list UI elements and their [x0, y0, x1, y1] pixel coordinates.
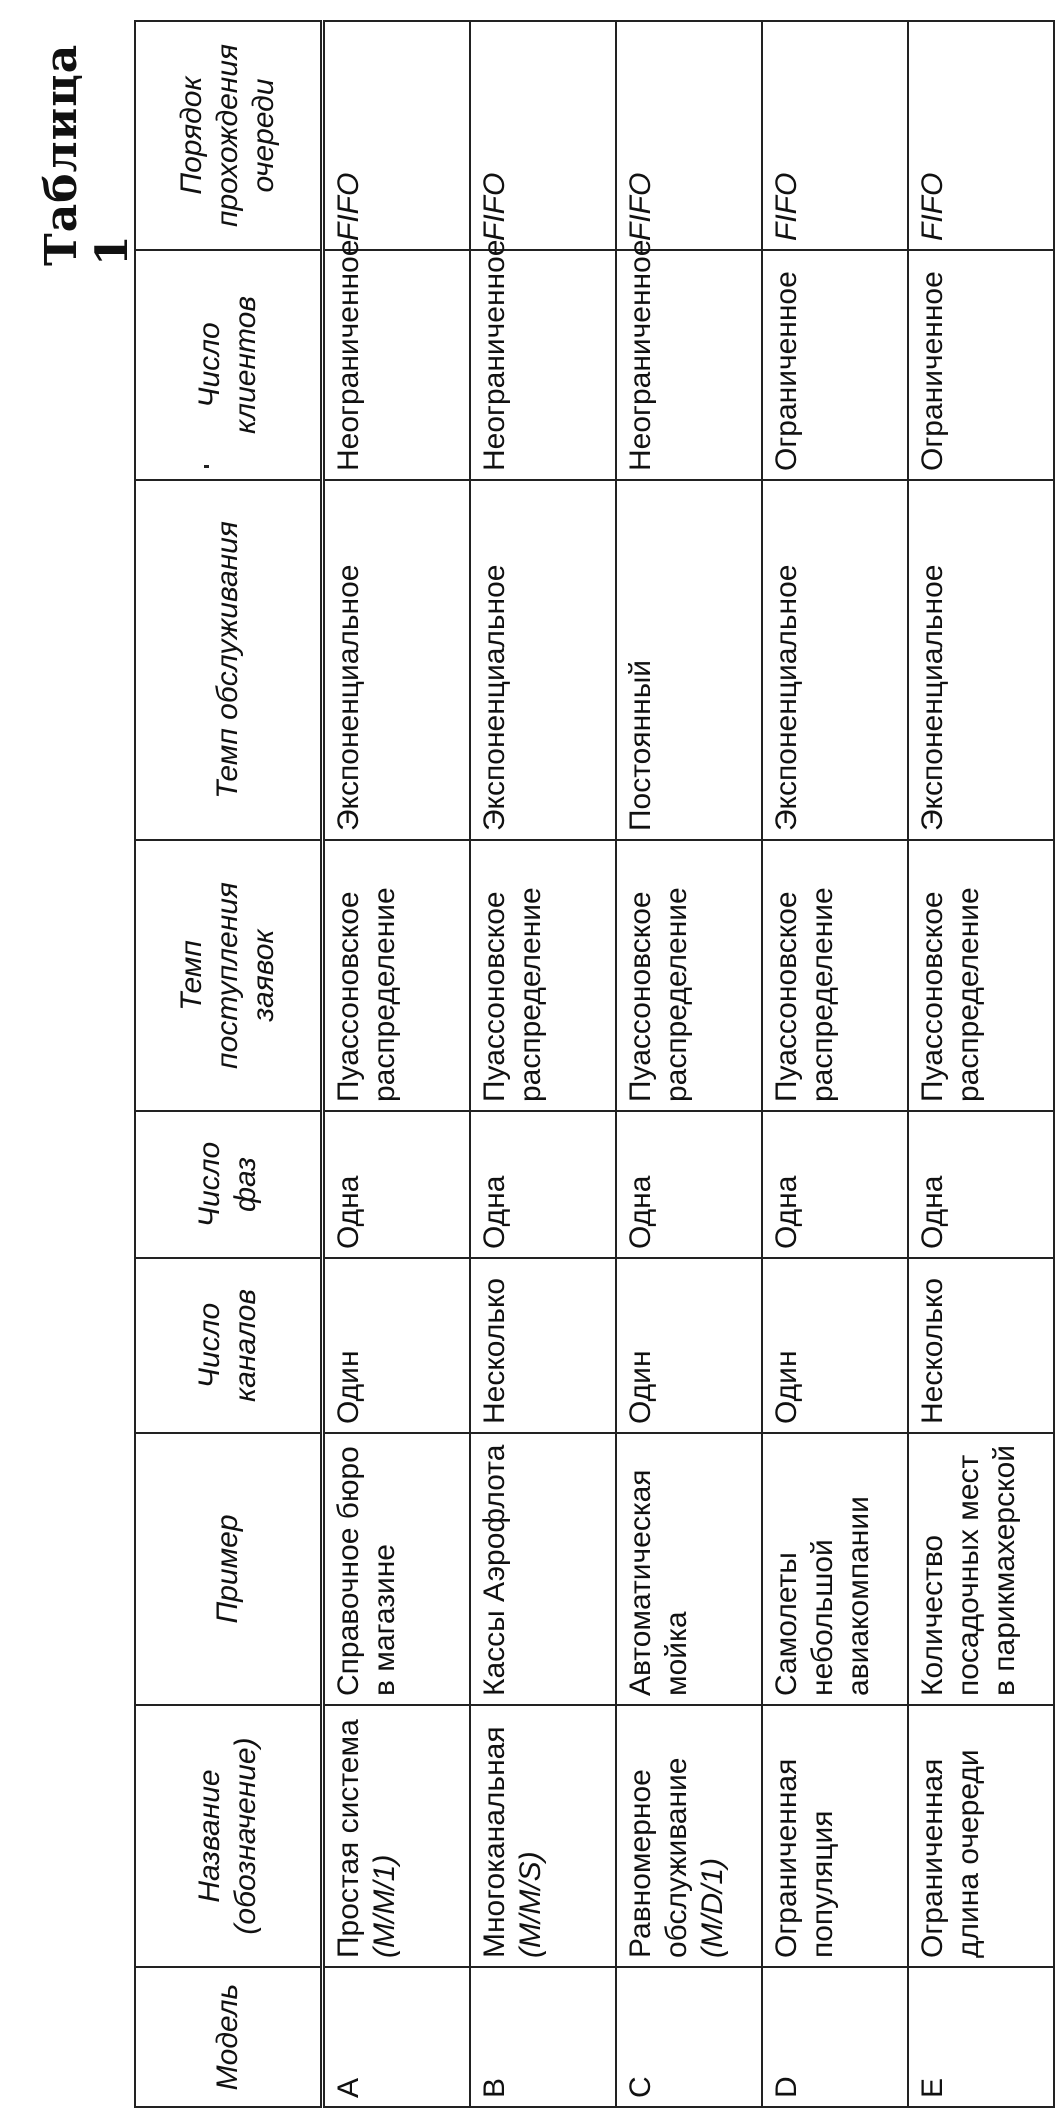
cell-name-text: Равномерное обслуживание — [624, 1757, 693, 1958]
rotated-content — [4, 0, 1021, 2126]
cell-service: Экспоненциальное — [762, 480, 908, 840]
cell-channels: Несколько — [470, 1258, 616, 1433]
cell-order: FIFO — [762, 21, 908, 250]
cell-channels: Один — [323, 1258, 471, 1433]
cell-example: Справочное бюро в магазине — [323, 1433, 471, 1705]
header-row — [135, 21, 323, 2107]
cell-name-text: Ограниченная популяция — [770, 1758, 839, 1958]
table-caption: Таблица 1 — [36, 43, 138, 266]
cell-name — [616, 1705, 762, 1967]
cell-clients: Неограниченное — [323, 250, 471, 480]
table-row — [908, 21, 1054, 2107]
cell-phases: Одна — [323, 1111, 471, 1258]
cell-phases: Одна — [762, 1111, 908, 1258]
cell-service: Постоянный — [616, 480, 762, 840]
cell-phases: Одна — [908, 1111, 1054, 1258]
table-row — [323, 21, 471, 2107]
cell-model: C — [616, 1967, 762, 2107]
cell-name — [323, 1705, 471, 1967]
queue-models-table — [134, 20, 1055, 2108]
cell-order: FIFO — [616, 21, 762, 250]
cell-arrival: Пуассоновское распределение — [323, 840, 471, 1111]
cell-order: FIFO — [908, 21, 1054, 250]
header-arrival: Темп поступления заявок — [135, 840, 323, 1111]
cell-example: Автоматическая мойка — [616, 1433, 762, 1705]
cell-clients: Ограниченное — [908, 250, 1054, 480]
cell-name — [470, 1705, 616, 1967]
cell-name-code: (M/D/1) — [696, 1858, 729, 1958]
cell-name-text: Ограниченная длина очереди — [916, 1749, 985, 1958]
cell-phases: Одна — [470, 1111, 616, 1258]
header-channels: Число каналов — [135, 1258, 323, 1433]
header-service: Темп обслуживания — [135, 480, 323, 840]
header-phases: Число фаз — [135, 1111, 323, 1258]
cell-service: Экспоненциальное — [908, 480, 1054, 840]
cell-name-code: (M/M/S) — [514, 1851, 547, 1958]
table-row — [470, 21, 616, 2107]
cell-service: Экспоненциальное — [470, 480, 616, 840]
cell-model: D — [762, 1967, 908, 2107]
header-clients: Число клиентов — [135, 250, 323, 480]
cell-channels: Один — [616, 1258, 762, 1433]
cell-arrival: Пуассоновское распределение — [762, 840, 908, 1111]
cell-name-text: Многоканальная — [478, 1726, 511, 1958]
header-model: Модель — [135, 1967, 323, 2107]
cell-clients: Неограниченное — [470, 250, 616, 480]
cell-clients: Ограниченное — [762, 250, 908, 480]
header-name: Название (обозначение) — [135, 1705, 323, 1967]
cell-channels: Несколько — [908, 1258, 1054, 1433]
cell-service: Экспоненциальное — [323, 480, 471, 840]
cell-model: A — [323, 1967, 471, 2107]
cell-channels: Один — [762, 1258, 908, 1433]
cell-name-text: Простая система — [332, 1719, 365, 1958]
cell-order: FIFO — [323, 21, 471, 250]
cell-model: E — [908, 1967, 1054, 2107]
header-example: Пример — [135, 1433, 323, 1705]
cell-example: Самолеты небольшой авиакомпании — [762, 1433, 908, 1705]
cell-order: FIFO — [470, 21, 616, 250]
cell-arrival: Пуассоновское распределение — [616, 840, 762, 1111]
cell-model: B — [470, 1967, 616, 2107]
cell-example: Количество посадочных мест в парикмахерской — [908, 1433, 1054, 1705]
cell-arrival: Пуассоновское распределение — [908, 840, 1054, 1111]
cell-name — [908, 1705, 1054, 1967]
cell-phases: Одна — [616, 1111, 762, 1258]
cell-name-code: (M/M/1) — [368, 1854, 401, 1958]
table-row — [616, 21, 762, 2107]
cell-clients: Неограниченное — [616, 250, 762, 480]
cell-name — [762, 1705, 908, 1967]
cell-example: Кассы Аэрофлота — [470, 1433, 616, 1705]
header-order: Порядок прохождения очереди — [135, 21, 323, 250]
cell-arrival: Пуассоновское распределение — [470, 840, 616, 1111]
table-row — [762, 21, 908, 2107]
